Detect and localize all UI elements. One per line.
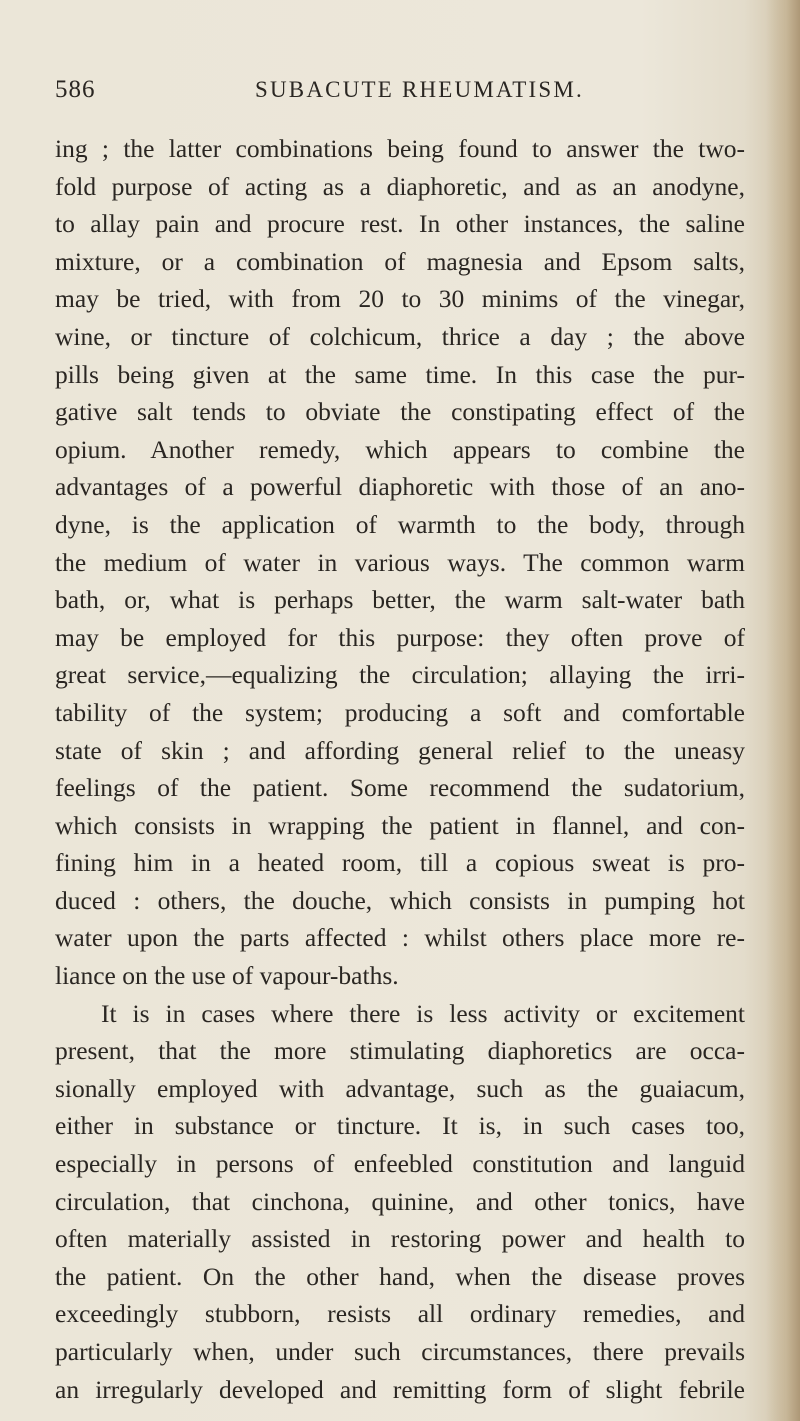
text-line: wine, or tincture of colchicum, thrice a day ; the above — [55, 321, 745, 351]
text-line: fining him in a heated room, till a copious sweat is pro- — [55, 848, 745, 878]
text-line: the medium of water in various ways. The common warm — [55, 547, 745, 577]
text-line: feelings of the patient. Some recommend the sudatorium, — [55, 773, 745, 803]
text-line: opium. Another remedy, which appears to combine the — [55, 434, 745, 464]
text-line: which consists in wrapping the patient in flannel, and con- — [55, 810, 745, 840]
text-line: great service,—equalizing the circulation; allaying the irri- — [55, 660, 745, 690]
text-line: mixture, or a combination of magnesia and Epsom salts, — [55, 246, 745, 276]
text-line: bath, or, what is perhaps better, the warm salt-water bath — [55, 585, 745, 615]
text-line: often materially assisted in restoring power and health to — [55, 1224, 745, 1254]
text-line: water upon the parts affected : whilst others place more re- — [55, 923, 745, 953]
body-text — [55, 130, 745, 1408]
page-header — [55, 76, 745, 116]
text-line: an irregularly developed and remitting form of slight febrile — [55, 1374, 745, 1404]
text-line: present, that the more stimulating diaphoretics are occa- — [55, 1036, 745, 1066]
text-line: may be employed for this purpose: they often prove of — [55, 622, 745, 652]
text-line: especially in persons of enfeebled constitution and languid — [55, 1149, 745, 1179]
text-line: pills being given at the same time. In this case the pur- — [55, 359, 745, 389]
text-line: circulation, that cinchona, quinine, and other tonics, have — [55, 1186, 745, 1216]
text-line: advantages of a powerful diaphoretic with those of an ano- — [55, 472, 745, 502]
text-line: to allay pain and procure rest. In other instances, the saline — [55, 209, 745, 239]
text-line: may be tried, with from 20 to 30 minims of the vinegar, — [55, 284, 745, 314]
text-line: dyne, is the application of warmth to the body, through — [55, 509, 745, 539]
text-line: fold purpose of acting as a diaphoretic, and as an anodyne, — [55, 171, 745, 201]
text-line: exceedingly stubborn, resists all ordinary remedies, and — [55, 1299, 745, 1329]
text-line: tability of the system; producing a soft and comfortable — [55, 697, 745, 727]
text-line: sionally employed with advantage, such as the guaiacum, — [55, 1073, 745, 1103]
paragraph-end-line: liance on the use of vapour-baths. — [55, 961, 399, 991]
text-line: duced : others, the douche, which consists in pumping hot — [55, 885, 745, 915]
text-line: the patient. On the other hand, when the disease proves — [55, 1261, 745, 1291]
page-edge-shadow — [766, 0, 800, 1421]
text-line: ing ; the latter combinations being found to answer the two- — [55, 134, 745, 163]
text-line: state of skin ; and affording general relief to the uneasy — [55, 735, 745, 765]
text-line: particularly when, under such circumstances, there prevails — [55, 1337, 745, 1366]
paragraph-start-line: It is in cases where there is less activity or excitement — [101, 998, 745, 1028]
page-number: 586 — [55, 76, 96, 103]
text-line: either in substance or tincture. It is, in such cases too, — [55, 1111, 745, 1141]
text-line: gative salt tends to obviate the constipating effect of the — [55, 397, 745, 427]
running-head: SUBACUTE RHEUMATISM. — [255, 77, 584, 102]
